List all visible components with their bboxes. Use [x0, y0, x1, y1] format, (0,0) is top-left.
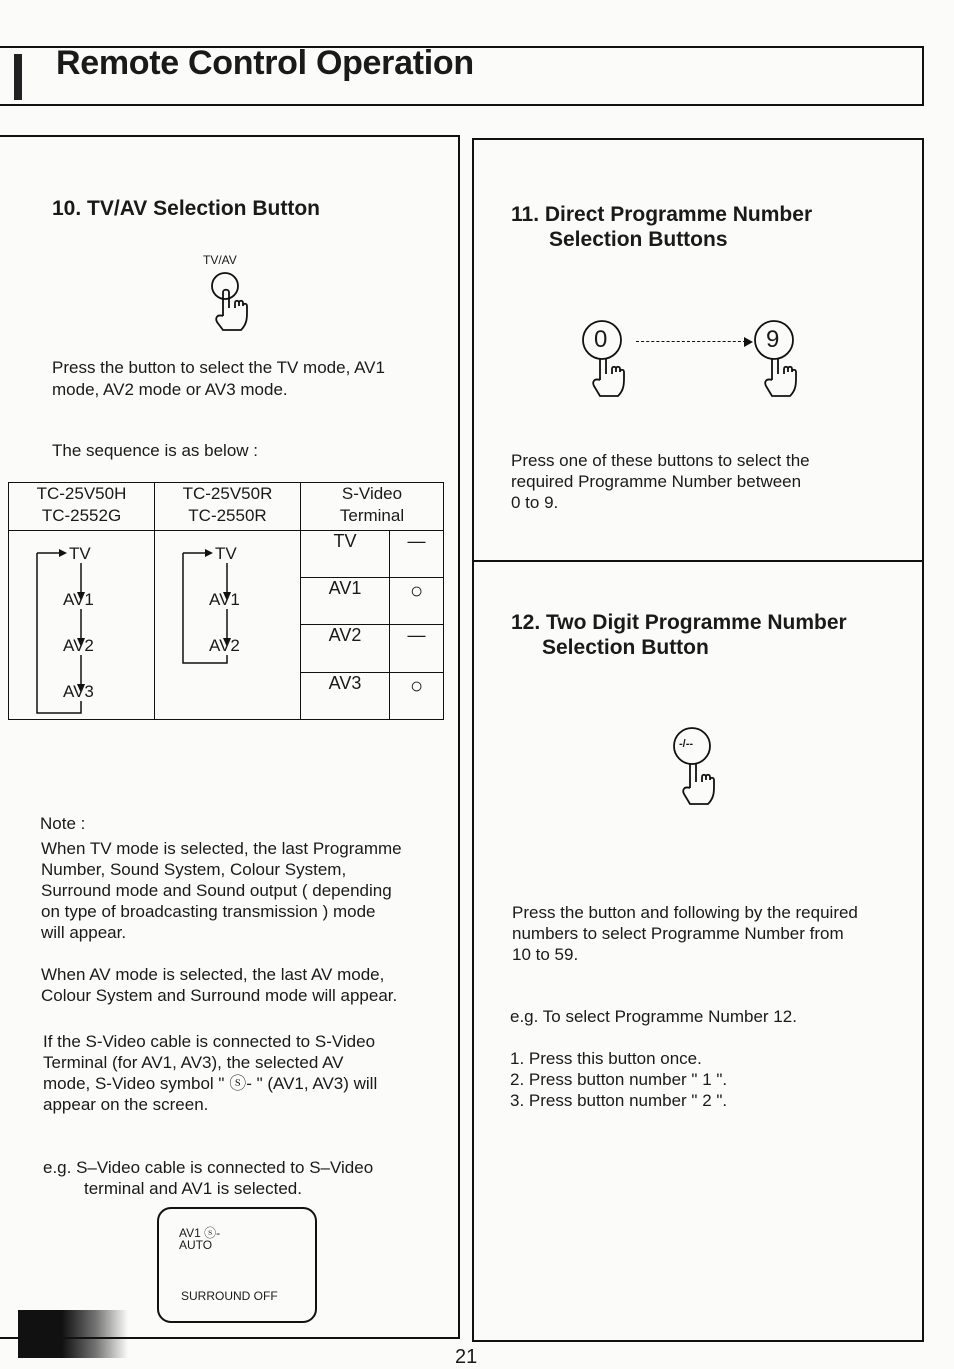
- note-label: Note :: [40, 814, 86, 833]
- svideo-mark: —: [390, 531, 444, 578]
- note-paragraph-2: [41, 964, 397, 1006]
- note-line: on type of broadcasting transmission ) mode: [41, 902, 376, 921]
- section11-heading-line2: Selection Buttons: [549, 228, 728, 251]
- col2-header-line1: TC-25V50R: [182, 484, 273, 503]
- svideo-mode: TV: [301, 531, 390, 578]
- page-number: 21: [455, 1346, 478, 1368]
- col2-seq-av2: AV2: [209, 636, 240, 655]
- button-9[interactable]: [752, 318, 804, 400]
- sequence-table: [8, 482, 444, 720]
- hand-press-icon: [670, 726, 722, 808]
- note-line: mode, S-Video symbol " ⓢ- " (AV1, AV3) will: [43, 1074, 378, 1093]
- description-line: required Programme Number between: [511, 472, 802, 491]
- note-paragraph-3: [43, 1031, 377, 1115]
- note-line: Surround mode and Sound output ( depending: [41, 881, 392, 900]
- description-line: Press the button and following by the required: [512, 903, 858, 922]
- section12-heading-line1: 12. Two Digit Programme Number: [511, 611, 847, 634]
- screen-av1-label: AV1 ⓢ-: [179, 1226, 221, 1240]
- section10-description-1: Press the button to select the TV mode, AV1: [52, 358, 385, 377]
- col2-header: [155, 483, 301, 531]
- range-arrow: [636, 341, 746, 342]
- col1-seq-av2: AV2: [63, 636, 94, 655]
- description-line: numbers to select Programme Number from: [512, 924, 844, 943]
- col2-header-line2: TC-2550R: [188, 506, 267, 525]
- sequence-intro: The sequence is as below :: [52, 441, 259, 460]
- svideo-row: [301, 625, 443, 672]
- example-line: terminal and AV1 is selected.: [84, 1179, 302, 1198]
- tv-screen-example: [157, 1207, 317, 1323]
- note-line: If the S-Video cable is connected to S-Video: [43, 1032, 376, 1051]
- col2-sequence: [155, 531, 301, 720]
- col1-sequence: [9, 531, 155, 720]
- svideo-mark: ○: [390, 578, 444, 625]
- section11-description: [511, 450, 810, 513]
- svideo-table: [301, 531, 443, 719]
- col3-header: [301, 483, 444, 531]
- note-line: Colour System and Surround mode will appear.: [41, 986, 398, 1005]
- step-item: 3. Press button number " 2 ".: [510, 1091, 728, 1110]
- col1-seq-av1: AV1: [63, 590, 94, 609]
- col1-header-line2: TC-2552G: [41, 506, 122, 525]
- button-0-label: 0: [594, 326, 608, 353]
- section10-heading: 10. TV/AV Selection Button: [52, 197, 320, 220]
- section12-example: e.g. To select Programme Number 12.: [510, 1007, 797, 1026]
- svideo-mark: —: [390, 625, 444, 672]
- col3-header-line1: S-Video: [341, 484, 403, 503]
- svideo-terminal: [301, 531, 444, 720]
- section12-steps: [510, 1048, 727, 1111]
- description-line: 10 to 59.: [512, 945, 579, 964]
- description-line: 0 to 9.: [511, 493, 559, 512]
- note-paragraph-1: [41, 838, 402, 943]
- svideo-row: [301, 578, 443, 625]
- tvav-button[interactable]: [203, 272, 253, 334]
- page-title: Remote Control Operation: [56, 44, 474, 82]
- button-9-label: 9: [766, 326, 780, 353]
- example-line: e.g. S–Video cable is connected to S–Video: [43, 1158, 374, 1177]
- col1-seq-av3: AV3: [63, 682, 94, 701]
- note-line: Terminal (for AV1, AV3), the selected AV: [43, 1053, 344, 1072]
- col1-header-line1: TC-25V50H: [36, 484, 127, 503]
- svideo-mark: ○: [390, 672, 444, 719]
- example-text: [43, 1157, 373, 1199]
- note-line: When AV mode is selected, the last AV mode,: [41, 965, 385, 984]
- hand-press-icon: [203, 272, 253, 334]
- section10-description-2: mode, AV2 mode or AV3 mode.: [52, 380, 288, 399]
- step-item: 1. Press this button once.: [510, 1049, 702, 1068]
- scan-shadow: [18, 1310, 128, 1358]
- section12-heading: [511, 610, 847, 660]
- col2-seq-tv: TV: [215, 544, 237, 563]
- step-item: 2. Press button number " 1 ".: [510, 1070, 728, 1089]
- section11-heading: [511, 202, 812, 252]
- screen-surround-label: SURROUND OFF: [181, 1289, 278, 1303]
- button-0[interactable]: [580, 318, 632, 400]
- svideo-row: [301, 531, 443, 578]
- note-line: will appear.: [41, 923, 127, 942]
- col3-header-line2: Terminal: [339, 506, 405, 525]
- two-digit-button[interactable]: [670, 726, 722, 808]
- note-line: Number, Sound System, Colour System,: [41, 860, 347, 879]
- col1-header: [9, 483, 155, 531]
- svideo-mode: AV1: [301, 578, 390, 625]
- svideo-mode: AV2: [301, 625, 390, 672]
- note-line: When TV mode is selected, the last Programme: [41, 839, 402, 858]
- svideo-row: [301, 672, 443, 719]
- section12-heading-line2: Selection Button: [542, 636, 709, 659]
- tvav-button-label: TV/AV: [203, 253, 237, 267]
- description-line: Press one of these buttons to select the: [511, 451, 810, 470]
- col1-seq-tv: TV: [69, 544, 91, 563]
- two-digit-button-label: -/--: [679, 738, 694, 750]
- section12-description: [512, 902, 858, 965]
- section11-heading-line1: 11. Direct Programme Number: [511, 203, 813, 226]
- corner-mark: [14, 54, 22, 100]
- svideo-mode: AV3: [301, 672, 390, 719]
- col2-seq-av1: AV1: [209, 590, 240, 609]
- note-line: appear on the screen.: [43, 1095, 209, 1114]
- screen-auto-label: AUTO: [179, 1238, 213, 1252]
